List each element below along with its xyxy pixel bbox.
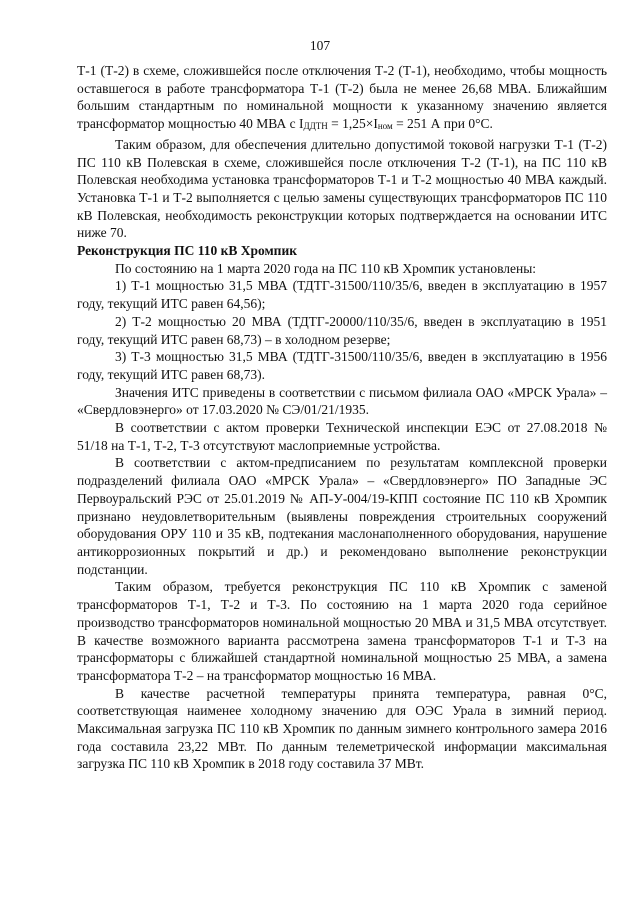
paragraph-continued-end: = 251 А при 0°С. (392, 116, 493, 132)
document-body (77, 62, 607, 773)
paragraph-its-source: Значения ИТС приведены в соответствии с письмом филиала ОАО «МРСК Урала» – «Свердловэнерго» от 17.03.2020 № СЭ/01/21/1935. (77, 384, 607, 418)
list-item-t1: 1) Т-1 мощностью 31,5 МВА (ТДТГ-31500/110/35/6, введен в эксплуатацию в 1957 году, текущий ИТС равен 64,56); (77, 278, 607, 312)
current-subscript-ddtn: ДДТН (303, 121, 328, 132)
current-subscript-nom: ном (377, 121, 393, 132)
list-item-t2: 2) Т-2 мощностью 20 МВА (ТДТГ-20000/110/35/6, введен в эксплуатацию в 1951 году, текущий ИТС равен 68,73) – в холодном резерве; (77, 313, 607, 347)
paragraph-temperature-load: В качестве расчетной температуры принята температура, равная 0°С, соответствующая наименее холодному значению для ОЭС Урала в зимний период. Максимальная загрузка ПС 110 кВ Хромпик по данным зимнего контрольного замера 2016 года составила 23,22 МВт. По данным телеметрической информации максимальная загрузка ПС 110 кВ Хромпик в 2018 году составила 37 МВт. (77, 685, 607, 772)
paragraph-inspection-act: В соответствии с актом проверки Технической инспекции ЕЭС от 27.08.2018 № 51/18 на Т-1, Т-2, Т-3 отсутствуют маслоприемные устройства. (77, 420, 607, 453)
paragraph-state: По состоянию на 1 марта 2020 года на ПС 110 кВ Хромпик установлены: (115, 260, 537, 276)
paragraph-prescription: В соответствии с актом-предписанием по результатам комплексной проверки подразделений филиала ОАО «МРСК Урала» – «Свердловэнерго» ПО Западные ЭС Первоуральский РЭС от 25.01.2019 № АП-У-004/19-КПП состояние ПС 110 кВ Хромпик признано неудовлетворительным (выявлены повреждения строительных сооружений оборудования ОРУ 110 и 35 кВ, подтекания маслонаполненного оборудования, нарушение антикоррозионных покрытий и др.) и рекомендовано выполнение реконструкции подстанции. (77, 455, 607, 577)
page-number: 107 (309, 38, 331, 53)
paragraph-conclusion-polevskaya: Таким образом, для обеспечения длительно допустимой токовой нагрузки Т-1 (Т-2) ПС 110 кВ Полевская в схеме, сложившейся после отключения Т-2 (Т-1), на ПС 110 кВ Полевская необходима установка трансформаторов Т-1 и Т-2 мощностью 40 МВА каждый. Установка Т-1 и Т-2 выполняется с целью замены существующих трансформаторов ПС 110 кВ Полевская, необходимость реконструкции которых подтверждается на основании ИТС ниже 70. (77, 136, 607, 241)
paragraph-continued-formula: = 1,25×I (327, 116, 378, 132)
paragraph-continued (77, 62, 607, 136)
paragraph-conclusion-khrompik: Таким образом, требуется реконструкция ПС 110 кВ Хромпик с заменой трансформаторов Т-1, Т-2 и Т-3. По состоянию на 1 марта 2020 года серийное производство трансформаторов номинальной мощностью 20 МВА и 31,5 МВА отсутствует. В качестве возможного варианта рассмотрена замена трансформаторов Т-1 и Т-3 на трансформаторы с ближайшей стандартной номинальной мощностью 25 МВА, а замена трансформатора Т-2 – на трансформатор мощностью 16 МВА. (77, 579, 607, 683)
list-item-t3: 3) Т-3 мощностью 31,5 МВА (ТДТГ-31500/110/35/6, введен в эксплуатацию в 1956 году, текущий ИТС равен 68,73). (77, 349, 607, 382)
section-title: Реконструкция ПС 110 кВ Хромпик (77, 243, 298, 259)
paragraph-continued-text: Т-1 (Т-2) в схеме, сложившейся после отключения Т-2 (Т-1), необходимо, чтобы мощность оставшегося в работе трансформатора Т-1 (Т-2) была не менее 26,68 МВА. Ближайшим большим стандартным по номинальной мощности к указанному значению является трансформатор мощностью 40 МВА с I (77, 63, 607, 132)
